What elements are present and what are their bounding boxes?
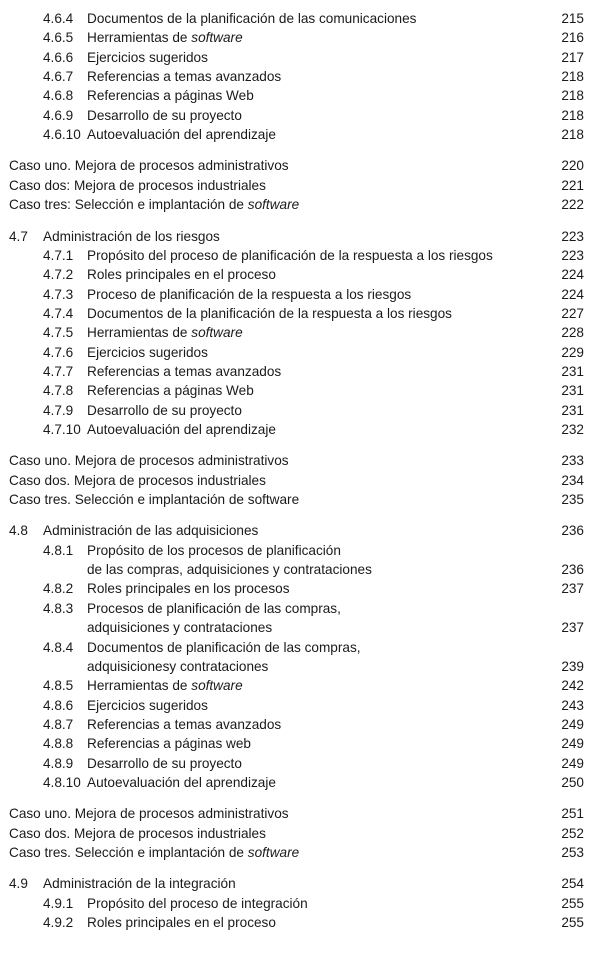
toc-entry-title-part: Administración de los riesgos [43,228,220,244]
toc-entry-title-italic: software [247,197,300,213]
toc-entry-number: 4.7.2 [43,267,74,283]
toc-entry-title [87,579,290,599]
toc-entry-title [9,195,299,215]
toc-entry-title-part: Proceso de planificación de la respuesta a los riesgos [87,286,412,302]
toc-entry-page: 236 [561,562,584,578]
toc-entry-number: 4.8.10 [43,774,81,790]
toc-entry-continuation [0,657,600,677]
toc-entry-number: 4.6.7 [43,69,74,85]
toc-entry-page: 242 [561,678,584,694]
toc-case-entry [0,490,600,510]
toc-entry-number: 4.7.10 [43,422,81,437]
toc-entry-title-part: Desarrollo de su proyecto [87,402,242,418]
toc-entry-title-part: Autoevaluación del aprendizaje [87,774,276,790]
toc-entry-title-italic: software [191,30,243,46]
toc-entry-number: 4.7 [9,228,28,244]
toc-entry-title-part: Autoevaluación del aprendizaje [87,127,276,143]
toc-entry-title-part: Caso uno. Mejora de procesos administrativos [9,158,289,174]
toc-entry-number: 4.8.2 [43,581,74,597]
toc-subsection-entry [0,246,600,266]
toc-entry-title-part: Herramientas de [87,678,192,694]
toc-entry-title [9,490,299,510]
toc-entry-page: 252 [561,825,584,841]
toc-entry-page: 254 [561,876,584,892]
toc-entry-page: 224 [561,267,584,283]
toc-entry-page: 215 [561,11,584,26]
toc-subsection-entry [0,48,600,68]
toc-subsection-entry [0,676,600,696]
toc-case-entry [0,471,600,491]
toc-entry-title [87,773,276,793]
toc-entry-continuation [0,618,600,638]
toc-entry-title-part: Ejercicios sugeridos [87,697,208,713]
toc-entry-title [87,285,411,305]
toc-entry-title-part: Procesos de planificación de las compras, [87,600,341,616]
toc-entry-title-part: Referencias a temas avanzados [87,69,282,85]
toc-entry-title-continuation: de las compras, adquisiciones y contrataciones [87,562,372,578]
toc-entry-title-continuation: adquisiciones y contrataciones [87,620,273,636]
toc-entry-title-part: Herramientas de [87,325,192,341]
toc-entry-title-part: Ejercicios sugeridos [87,344,208,360]
toc-subsection-entry [0,734,600,754]
toc-entry-title-part: Caso tres. Selección e implantación de software [9,492,300,508]
toc-subsection-entry [0,86,600,106]
toc-entry-page: 253 [561,845,584,860]
toc-entry-title [87,894,308,914]
toc-entry-title-part: Caso tres: Selección e implantación de [9,197,248,213]
toc-entry-title [87,48,208,68]
toc-entry-title [87,362,281,382]
toc-entry-number: 4.9.2 [43,915,74,931]
toc-entry-number: 4.8.9 [43,755,74,771]
toc-entry-title [9,804,289,824]
toc-entry-title [87,696,208,716]
toc-subsection-entry [0,9,600,29]
toc-entry-page: 243 [561,697,584,713]
toc-entry-page: 234 [561,472,584,488]
toc-subsection-entry [0,125,600,145]
toc-case-entry [0,451,600,471]
toc-entry-page: 222 [561,197,584,213]
toc-entry-number: 4.8.4 [43,639,74,655]
toc-subsection-entry [0,381,600,401]
toc-entry-title [87,67,281,87]
toc-entry-number: 4.6.5 [43,30,74,46]
toc-entry-number: 4.7.5 [43,325,74,341]
toc-entry-page: 216 [561,30,584,46]
toc-entry-title [87,343,208,363]
toc-entry-page: 250 [561,774,584,790]
toc-entry-title-part: Ejercicios sugeridos [87,49,208,65]
toc-entry-number: 4.6.6 [43,49,74,65]
toc-entry-title [87,715,281,735]
toc-section-entry [0,521,600,541]
toc-entry-title [87,86,254,106]
toc-subsection-entry [0,754,600,774]
toc-entry-title-part: Caso uno. Mejora de procesos administrativos [9,453,289,469]
toc-entry-page: 255 [561,915,584,931]
toc-entry-title-part: Documentos de la planificación de las comunicaciones [87,11,417,26]
toc-entry-title [87,125,276,145]
toc-case-entry [0,156,600,176]
toc-entry-title [43,521,258,541]
toc-entry-page: 233 [561,453,584,469]
toc-entry-page: 227 [561,305,584,321]
toc-entry-number: 4.7.7 [43,363,74,379]
toc-subsection-entry [0,579,600,599]
toc-entry-page: 218 [561,107,584,123]
toc-subsection-entry [0,323,600,343]
toc-subsection-entry [0,106,600,126]
toc-entry-number: 4.6.4 [43,11,74,26]
toc-entry-title [87,420,276,440]
toc-subsection-entry [0,715,600,735]
toc-entry-page: 237 [561,581,584,597]
toc-entry-title-italic: software [191,325,243,341]
toc-entry-title [9,156,289,176]
toc-entry-number: 4.8.8 [43,736,74,752]
toc-entry-number: 4.6.8 [43,88,74,104]
toc-entry-title [87,304,452,324]
toc-entry-title [87,265,276,285]
toc-entry-title [9,824,266,844]
toc-entry-page: 229 [561,344,584,360]
toc-entry-title-part: Herramientas de [87,30,192,46]
toc-entry-title [87,246,493,266]
toc-entry-title [87,913,276,933]
toc-entry-title [87,323,243,343]
toc-entry-number: 4.7.6 [43,344,74,360]
toc-entry-continuation [0,560,600,580]
toc-entry-title-italic: software [191,678,243,694]
toc-entry-number: 4.7.4 [43,305,74,321]
toc-entry-title-part: Propósito del proceso de integración [87,895,308,911]
toc-entry-title [9,843,299,863]
toc-entry-title-part: Administración de las adquisiciones [43,523,259,539]
toc-entry-page: 218 [561,88,584,104]
toc-entry-title-part: Desarrollo de su proyecto [87,107,242,123]
toc-subsection-entry [0,362,600,382]
toc-entry-title [43,227,220,247]
toc-subsection-entry [0,773,600,793]
toc-entry-title-part: Caso dos. Mejora de procesos industriales [9,825,266,841]
toc-entry-page: 232 [561,422,584,437]
toc-entry-number: 4.8 [9,523,28,539]
toc-entry-title-part: Caso tres. Selección e implantación de [9,845,248,860]
toc-subsection-entry [0,696,600,716]
toc-entry-title-part: Referencias a temas avanzados [87,363,282,379]
toc-entry-title-part: Documentos de la planificación de la respuesta a los riesgos [87,305,452,321]
toc-entry-title [87,676,243,696]
toc-entry-page: 231 [561,363,584,379]
toc-entry-page: 228 [561,325,584,341]
toc-entry-number: 4.7.1 [43,247,74,263]
toc-case-entry [0,176,600,196]
toc-subsection-entry [0,541,600,561]
toc-entry-title [87,28,243,48]
toc-entry-title-italic: software [247,845,300,860]
toc-entry-title-part: Caso uno. Mejora de procesos administrativos [9,806,289,822]
toc-entry-title-part: Propósito de los procesos de planificación [87,542,341,558]
toc-entry-title [9,176,266,196]
toc-entry-number: 4.7.3 [43,286,74,302]
toc-entry-page: 236 [561,523,584,539]
toc-entry-number: 4.7.9 [43,402,74,418]
toc-entry-page: 218 [561,69,584,85]
toc-case-entry [0,843,600,863]
toc-entry-page: 231 [561,383,584,399]
toc-entry-number: 4.8.1 [43,542,74,558]
toc-entry-page: 223 [561,228,584,244]
toc-entry-title [87,734,251,754]
toc-entry-title-part: Referencias a páginas Web [87,88,254,104]
toc-entry-title [9,451,289,471]
toc-subsection-entry [0,304,600,324]
toc-entry-title-part: Referencias a páginas Web [87,383,254,399]
toc-entry-title [43,874,236,894]
toc-subsection-entry [0,285,600,305]
toc-entry-number: 4.8.5 [43,678,74,694]
toc-subsection-entry [0,265,600,285]
toc-entry-page: 223 [561,247,584,263]
toc-entry-page: 220 [561,158,584,174]
toc-subsection-entry [0,401,600,421]
toc-entry-page: 224 [561,286,584,302]
toc-entry-page: 239 [561,658,584,674]
toc-subsection-entry [0,599,600,619]
toc-entry-title-part: Autoevaluación del aprendizaje [87,422,276,437]
toc-section-entry [0,874,600,894]
toc-entry-page: 251 [561,806,584,822]
toc-entry-page: 249 [561,716,584,732]
toc-case-entry [0,195,600,215]
toc-entry-title [87,401,242,421]
toc-subsection-entry [0,638,600,658]
toc-entry-title [87,541,341,561]
toc-subsection-entry [0,67,600,87]
toc-entry-number: 4.6.9 [43,107,74,123]
toc-entry-title-part: Referencias a páginas web [87,736,251,752]
toc-entry-title [87,754,242,774]
toc-entry-page: 237 [561,620,584,636]
toc-entry-title-part: Propósito del proceso de planificación de la respuesta a los riesgos [87,247,493,263]
toc-entry-title [87,106,242,126]
toc-entry-number: 4.9.1 [43,895,74,911]
toc-entry-title-part: Roles principales en el proceso [87,915,276,931]
toc-entry-number: 4.8.6 [43,697,74,713]
toc-entry-title-part: Referencias a temas avanzados [87,716,282,732]
toc-entry-page: 249 [561,755,584,771]
toc-subsection-entry [0,343,600,363]
toc-entry-page: 255 [561,895,584,911]
toc-entry-page: 231 [561,402,584,418]
toc-entry-title-part: Caso dos. Mejora de procesos industriales [9,472,266,488]
toc-subsection-entry [0,913,600,933]
toc-entry-title-part: Desarrollo de su proyecto [87,755,242,771]
toc-entry-title [87,9,416,29]
toc-case-entry [0,824,600,844]
toc-subsection-entry [0,420,600,440]
toc-entry-number: 4.9 [9,876,28,892]
toc-entry-number: 4.6.10 [43,127,81,143]
toc-entry-number: 4.7.8 [43,383,74,399]
toc-entry-title-part: Documentos de planificación de las compras, [87,639,361,655]
toc-entry-title [87,599,341,619]
toc-entry-title-part: Roles principales en los procesos [87,581,290,597]
toc-entry-title [9,471,266,491]
toc-entry-title-part: Caso dos: Mejora de procesos industriales [9,177,266,193]
toc-entry-page: 235 [561,492,584,508]
toc-subsection-entry [0,28,600,48]
toc-entry-number: 4.8.7 [43,716,74,732]
toc-entry-page: 221 [561,177,584,193]
toc-entry-title [87,638,361,658]
toc-subsection-entry [0,894,600,914]
toc-entry-number: 4.8.3 [43,600,74,616]
toc-entry-title [87,381,254,401]
toc-entry-title-continuation: adquisicionesy contrataciones [87,658,269,674]
toc-entry-page: 218 [561,127,584,143]
toc-case-entry [0,804,600,824]
toc-entry-title-part: Administración de la integración [43,876,236,892]
toc-entry-page: 217 [561,49,584,65]
toc-entry-page: 249 [561,736,584,752]
toc-entry-title-part: Roles principales en el proceso [87,267,276,283]
toc-section-entry [0,227,600,247]
